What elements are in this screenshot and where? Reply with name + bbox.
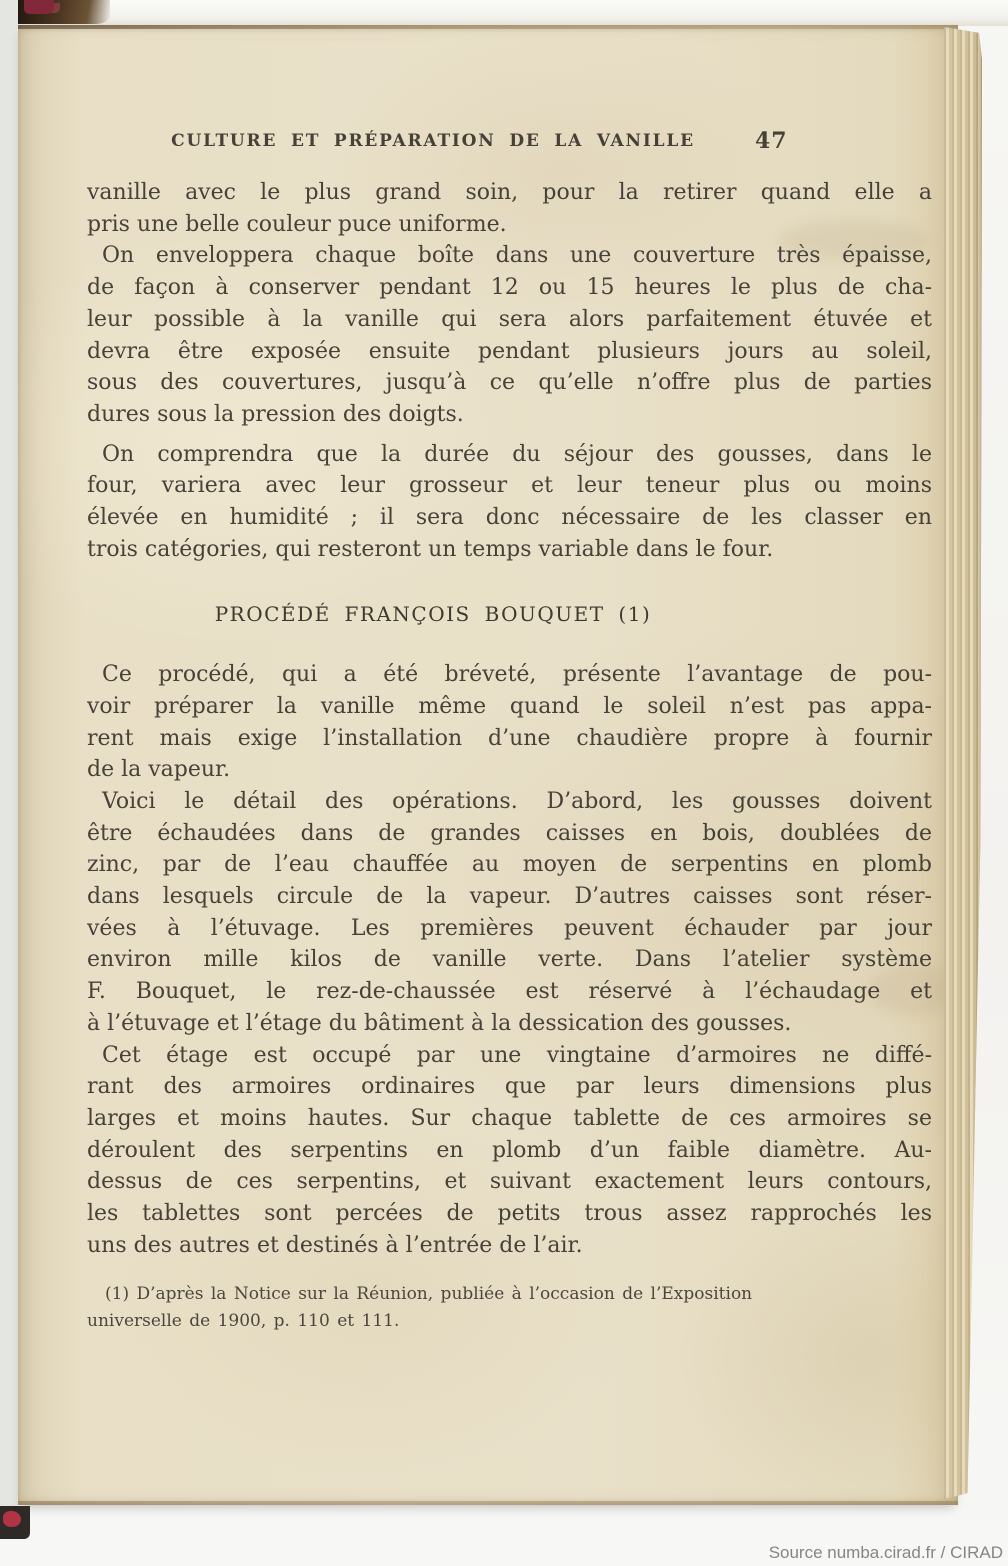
text-line: être échaudées dans de grandes caisses en bois, doublées de — [87, 820, 932, 846]
text-line: Voici le détail des opérations. D’abord, les gousses doivent — [102, 788, 932, 814]
text-line: trois catégories, qui resteront un temps variable dans le four. — [87, 536, 774, 562]
paragraph — [87, 439, 932, 566]
paragraph — [87, 240, 932, 430]
book-page — [18, 25, 958, 1505]
page-edge-stack — [944, 27, 982, 1499]
paragraph — [87, 177, 932, 240]
text-line: de la vapeur. — [87, 757, 231, 783]
paragraph — [87, 659, 932, 786]
text-line: à l’étuvage et l’étage du bâtiment à la dessication des gousses. — [87, 1010, 792, 1036]
text-line: universelle de 1900, p. 110 et 111. — [87, 1311, 400, 1332]
running-header — [18, 128, 958, 161]
text-line: les tablettes sont percées de petits trous assez rapprochés les — [87, 1201, 932, 1227]
footnote — [87, 1281, 932, 1335]
text-line: larges et moins hautes. Sur chaque tablette de ces armoires se — [87, 1105, 932, 1131]
text-line: sous des couvertures, jusqu’à ce qu’elle n’offre plus de parties — [87, 370, 932, 396]
paragraph — [87, 1040, 932, 1262]
text-line: de façon à conserver pendant 12 ou 15 heures le plus de cha- — [87, 275, 932, 301]
text-line: On enveloppera chaque boîte dans une couverture très épaisse, — [102, 243, 932, 269]
text-line: rent mais exige l’installation d’une chaudière propre à fournir — [87, 725, 932, 751]
text-line: On comprendra que la durée du séjour des gousses, dans le — [102, 441, 932, 467]
text-line: pris une belle couleur puce uniforme. — [87, 211, 507, 237]
scanner-backdrop-left — [0, 0, 18, 1508]
text-line: dures sous la pression des doigts. — [87, 401, 464, 427]
text-line: leur possible à la vanille qui sera alors parfaitement étuvée et — [87, 306, 932, 332]
scanner-backdrop-top — [18, 0, 1008, 26]
source-attribution: Source numba.cirad.fr / CIRAD — [768, 1543, 1003, 1562]
text-line: environ mille kilos de vanille verte. Dans l’atelier système — [87, 947, 932, 973]
text-line: uns des autres et destinés à l’entrée de l’air. — [87, 1232, 583, 1258]
text-line: four, variera avec leur grosseur et leur teneur plus ou moins — [87, 473, 932, 499]
section-heading: PROCÉDÉ FRANÇOIS BOUQUET (1) — [214, 602, 652, 627]
text-line: vées à l’étuvage. Les premières peuvent échauder par jour — [87, 915, 932, 941]
running-title: CULTURE ET PRÉPARATION DE LA VANILLE — [171, 131, 695, 151]
text-line: zinc, par de l’eau chauffée au moyen de serpentins en plomb — [87, 852, 932, 878]
text-line: F. Bouquet, le rez-de-chaussée est réservé à l’échaudage et — [87, 979, 932, 1005]
text-line: rant des armoires ordinaires que par leurs dimensions plus — [87, 1074, 932, 1100]
text-line: élevée en humidité ; il sera donc nécessaire de les classer en — [87, 505, 932, 531]
text-line: dessus de ces serpentins, et suivant exactement leurs contours, — [87, 1169, 932, 1195]
binding-fragment-bottom-red — [3, 1511, 21, 1527]
page-number: 47 — [755, 128, 788, 154]
text-line: devra être exposée ensuite pendant plusieurs jours au soleil, — [87, 338, 932, 364]
text-line: (1) D’après la Notice sur la Réunion, publiée à l’occasion de l’Exposition — [105, 1284, 753, 1305]
paragraph — [87, 786, 932, 1040]
text-line: vanille avec le plus grand soin, pour la retirer quand elle a — [87, 180, 932, 205]
text-line: Cet étage est occupé par une vingtaine d’armoires ne diffé- — [102, 1042, 932, 1068]
text-line: déroulent des serpentins en plomb d’un faible diamètre. Au- — [87, 1137, 932, 1163]
binding-fragment-top-red — [24, 0, 54, 14]
text-line: Ce procédé, qui a été bréveté, présente l’avantage de pou- — [102, 662, 932, 688]
text-line: dans lesquels circule de la vapeur. D’autres caisses sont réser- — [87, 884, 932, 910]
page-text — [87, 177, 932, 1335]
text-line: voir préparer la vanille même quand le soleil n’est pas appa- — [87, 693, 932, 719]
